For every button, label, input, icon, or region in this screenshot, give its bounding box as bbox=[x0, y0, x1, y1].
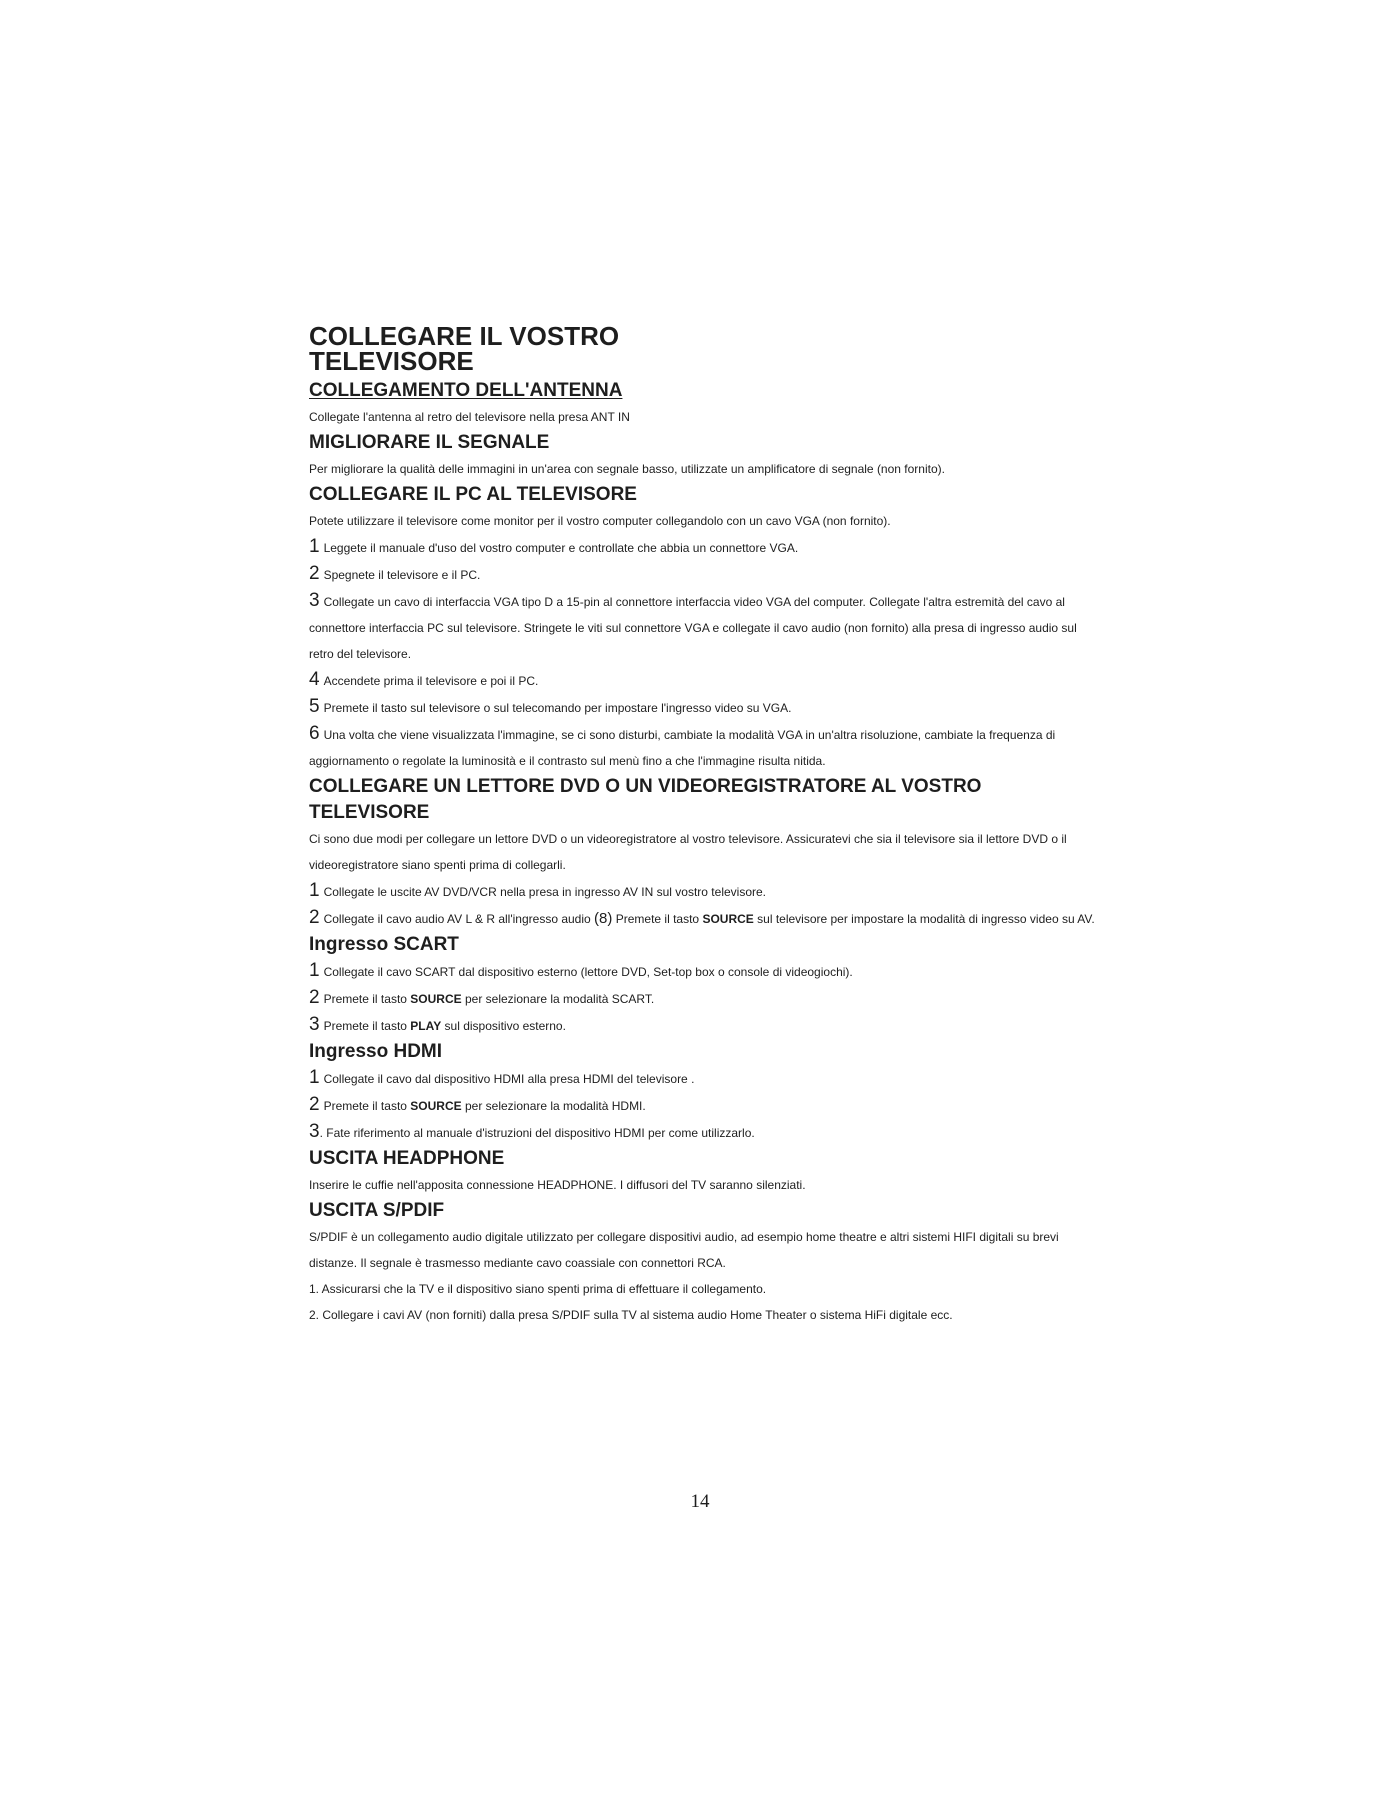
step-number: 6 bbox=[309, 723, 320, 744]
key-source: SOURCE bbox=[702, 912, 754, 926]
scart-heading: Ingresso SCART bbox=[309, 934, 459, 955]
signal-section bbox=[309, 430, 1099, 482]
step-text: Collegate il cavo SCART dal dispositivo esterno (lettore DVD, Set-top box o console di videogiochi). bbox=[323, 965, 853, 979]
step-text: Collegate il cavo audio AV L & R all'ingresso audio bbox=[323, 912, 591, 926]
step-number: 4 bbox=[309, 669, 320, 690]
step-number: 5 bbox=[309, 696, 320, 717]
pc-intro: Potete utilizzare il televisore come monitor per il vostro computer collegandolo con un cavo VGA (non fornito). bbox=[309, 514, 891, 528]
headphone-text: Inserire le cuffie nell'apposita connessione HEADPHONE. I diffusori del TV saranno silenziati. bbox=[309, 1178, 806, 1192]
spdif-item: 2. Collegare i cavi AV (non forniti) dalla presa S/PDIF sulla TV al sistema audio Home Theater o sistema HiFi digitale ecc. bbox=[309, 1308, 953, 1322]
pc-step bbox=[309, 667, 1099, 694]
dvd-step bbox=[309, 905, 1099, 932]
spdif-intro: S/PDIF è un collegamento audio digitale utilizzato per collegare dispositivi audio, ad esempio home theatre e altri sistemi HIFI digitali su brevi distanze. Il segnale è trasmesso mediante cavo coassiale con connettori RCA. bbox=[309, 1230, 1059, 1270]
pc-step bbox=[309, 561, 1099, 588]
step-number: 2 bbox=[309, 907, 320, 928]
dvd-heading-line1: COLLEGARE UN LETTORE DVD O UN VIDEOREGISTRATORE AL VOSTRO bbox=[309, 776, 982, 797]
hdmi-step bbox=[309, 1092, 1099, 1119]
spdif-heading: USCITA S/PDIF bbox=[309, 1200, 445, 1221]
hdmi-step bbox=[309, 1119, 1099, 1146]
dvd-intro: Ci sono due modi per collegare un lettore DVD o un videoregistratore al vostro televisore. Assicuratevi che sia il televisore sia il lettore DVD o il videoregistratore siano spenti prima di collegarli. bbox=[309, 832, 1067, 872]
scart-section bbox=[309, 932, 1099, 1039]
step-number: 1 bbox=[309, 960, 320, 981]
step-text: per selezionare la modalità SCART. bbox=[464, 992, 655, 1006]
step-text: Premete il tasto bbox=[323, 1099, 407, 1113]
antenna-heading: COLLEGAMENTO DELL'ANTENNA bbox=[309, 380, 623, 401]
step-number: 2 bbox=[309, 563, 320, 584]
step-text: Collegate un cavo di interfaccia VGA tipo D a 15-pin al connettore interfaccia video VGA del computer. Collegate l'altra estremità del cavo al connettore interfaccia PC sul televisore. Stringete le viti sul connettore VGA e collegate il cavo audio (non fornito) alla presa di ingresso audio sul retro del televisore. bbox=[309, 595, 1077, 661]
scart-step bbox=[309, 958, 1099, 985]
dvd-section bbox=[309, 774, 1099, 932]
spdif-item: 1. Assicurarsi che la TV e il dispositivo siano spenti prima di effettuare il collegamento. bbox=[309, 1282, 767, 1296]
dvd-step bbox=[309, 878, 1099, 905]
pc-step bbox=[309, 721, 1099, 774]
headphone-heading: USCITA HEADPHONE bbox=[309, 1148, 505, 1169]
step-text: . Fate riferimento al manuale d'istruzioni del dispositivo HDMI per come utilizzarlo. bbox=[319, 1126, 755, 1140]
step-text: per selezionare la modalità HDMI. bbox=[464, 1099, 646, 1113]
scart-step bbox=[309, 1012, 1099, 1039]
page-number: 14 bbox=[690, 1491, 710, 1512]
step-reference: (8) bbox=[594, 910, 613, 927]
signal-heading: MIGLIORARE IL SEGNALE bbox=[309, 432, 550, 453]
hdmi-step bbox=[309, 1065, 1099, 1092]
page-title bbox=[309, 321, 1099, 376]
pc-section bbox=[309, 482, 1099, 774]
step-number: 2 bbox=[309, 987, 320, 1008]
headphone-section bbox=[309, 1146, 1099, 1198]
dvd-heading bbox=[309, 774, 1099, 826]
step-number: 3 bbox=[309, 1014, 320, 1035]
hdmi-heading: Ingresso HDMI bbox=[309, 1041, 443, 1062]
step-text: Collegate le uscite AV DVD/VCR nella presa in ingresso AV IN sul vostro televisore. bbox=[323, 885, 767, 899]
pc-heading: COLLEGARE IL PC AL TELEVISORE bbox=[309, 484, 637, 505]
hdmi-section bbox=[309, 1039, 1099, 1146]
antenna-section bbox=[309, 378, 1099, 430]
page-content bbox=[309, 320, 1099, 1328]
step-text: Collegate il cavo dal dispositivo HDMI alla presa HDMI del televisore . bbox=[323, 1072, 695, 1086]
pc-step bbox=[309, 694, 1099, 721]
step-text: Una volta che viene visualizzata l'immagine, se ci sono disturbi, cambiate la modalità VGA in un'altra risoluzione, cambiate la frequenza di aggiornamento o regolate la luminosità e il contrasto sul menù fino a che l'immagine risulta nitida. bbox=[309, 728, 1056, 768]
page-title-line2: TELEVISORE bbox=[309, 346, 474, 376]
antenna-text: Collegate l'antenna al retro del televisore nella presa ANT IN bbox=[309, 410, 630, 424]
spdif-section bbox=[309, 1198, 1099, 1328]
step-text: Premete il tasto sul televisore o sul telecomando per impostare l'ingresso video su VGA. bbox=[323, 701, 792, 715]
pc-step bbox=[309, 534, 1099, 561]
dvd-heading-line2: TELEVISORE bbox=[309, 802, 430, 823]
step-text: Accendete prima il televisore e poi il PC. bbox=[323, 674, 539, 688]
step-text: Premete il tasto bbox=[615, 912, 700, 926]
step-text: sul televisore per impostare la modalità di ingresso video su AV. bbox=[757, 912, 1095, 926]
step-text: Premete il tasto bbox=[323, 992, 407, 1006]
key-play: PLAY bbox=[410, 1019, 442, 1033]
key-source: SOURCE bbox=[410, 992, 462, 1006]
step-text: Spegnete il televisore e il PC. bbox=[323, 568, 481, 582]
scart-step bbox=[309, 985, 1099, 1012]
step-number: 2 bbox=[309, 1094, 320, 1115]
step-text: Leggete il manuale d'uso del vostro computer e controllate che abbia un connettore VGA. bbox=[323, 541, 799, 555]
step-text: sul dispositivo esterno. bbox=[444, 1019, 566, 1033]
step-number: 3 bbox=[309, 1121, 320, 1142]
page-title-line1: COLLEGARE IL VOSTRO bbox=[309, 321, 620, 351]
signal-text: Per migliorare la qualità delle immagini in un'area con segnale basso, utilizzate un amplificatore di segnale (non fornito). bbox=[309, 462, 945, 476]
step-number: 1 bbox=[309, 880, 320, 901]
step-number: 3 bbox=[309, 590, 320, 611]
step-text: Premete il tasto bbox=[323, 1019, 407, 1033]
key-source: SOURCE bbox=[410, 1099, 462, 1113]
step-number: 1 bbox=[309, 536, 320, 557]
step-number: 1 bbox=[309, 1067, 320, 1088]
pc-step bbox=[309, 588, 1099, 667]
